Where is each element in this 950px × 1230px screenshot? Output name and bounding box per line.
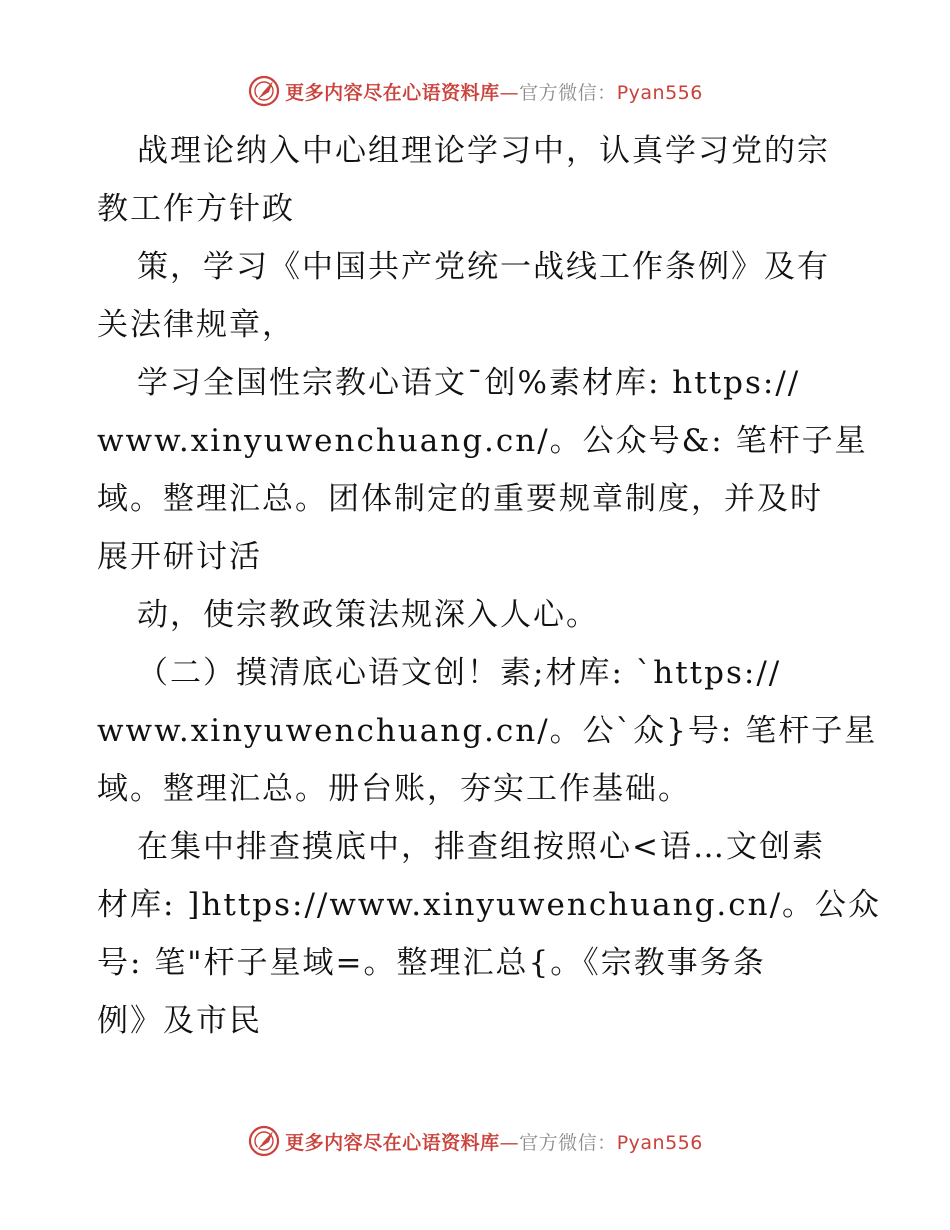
footer-banner [0,1121,950,1161]
header-separator: ： [597,81,617,104]
header-dash: — [499,81,520,104]
header-red-text: 更多内容尽在心语资料库 [285,81,500,104]
text-line: 展开研讨活 [97,539,262,575]
footer-separator: ： [597,1131,617,1154]
text-line: （二）摸清底心语文创！素;材库: `https:// [137,655,782,691]
header-gray-text: 官方微信 [519,81,598,104]
document-body [97,122,882,1050]
text-line: 在集中排查摸底中，排查组按照心<语…文创素 [137,829,825,865]
text-line: 例》及市民 [97,1003,262,1039]
text-line: 动，使宗教政策法规深入人心。 [137,597,599,633]
footer-wechat-id: Pyan556 [616,1131,703,1154]
text-line: 学习全国性宗教心语文¯创%素材库: https:// [137,365,801,401]
footer-banner-inner [247,1124,703,1158]
text-line: 策，学习《中国共产党统一战线工作条例》及有 [137,249,830,285]
text-line: 战理论纳入中心组理论学习中，认真学习党的宗 [137,133,830,169]
text-line: www.xinyuwenchuang.cn/。公众号&: 笔杆子星 [97,423,868,459]
quill-logo-icon [247,1124,281,1158]
footer-red-text: 更多内容尽在心语资料库 [285,1131,500,1154]
footer-dash: — [499,1131,520,1154]
quill-logo-icon [247,74,281,108]
header-banner [0,71,950,111]
text-line: 材库: ]https://www.xinyuwenchuang.cn/。公众 [97,887,882,923]
footer-banner-text [285,1128,703,1155]
text-line: 域。整理汇总。团体制定的重要规章制度，并及时 [97,481,823,517]
text-line: www.xinyuwenchuang.cn/。公`众}号: 笔杆子星 [97,713,878,749]
text-line: 教工作方针政 [97,191,295,227]
header-banner-inner [247,74,703,108]
footer-gray-text: 官方微信 [519,1131,598,1154]
text-line: 号: 笔"杆子星域=。整理汇总{。《宗教事务条 [97,945,766,981]
header-wechat-id: Pyan556 [616,81,703,104]
header-banner-text [285,78,703,105]
text-line: 关法律规章， [97,307,295,343]
text-line: 域。整理汇总。册台账，夯实工作基础。 [97,771,691,807]
